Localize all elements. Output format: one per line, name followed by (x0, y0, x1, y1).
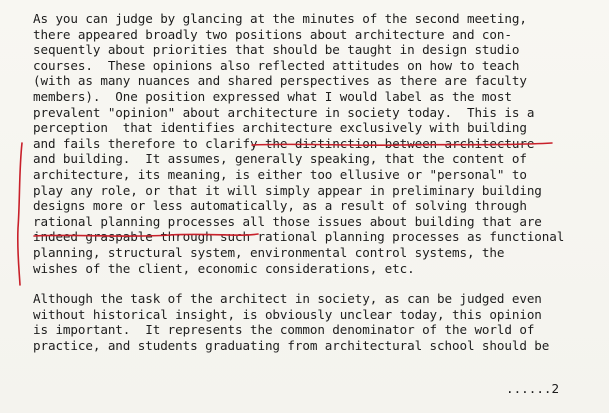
text-line: architecture, its meaning, is either too ellusive or "personal" to (33, 166, 527, 182)
text-line: As you can judge by glancing at the minutes of the second meeting, (33, 11, 527, 26)
paragraph-gap (33, 276, 564, 291)
text-line: practice, and students graduating from architectural school should be (33, 337, 550, 353)
text-line: planning, structural system, environmental control systems, the (33, 244, 505, 260)
text-line: rational planning processes all those issues about building that are (33, 213, 542, 229)
page-continuation-marker: ......2 (506, 381, 560, 396)
paragraph-1 (33, 11, 564, 276)
text-line: is important. It represents the common denominator of the world of (33, 322, 535, 338)
text-line: without historical insight, is obviously unclear today, this opinion (33, 306, 542, 322)
text-line: courses. These opinions also reflected attitudes on how to teach (33, 57, 520, 73)
text-line: play any role, or that it will simply appear in preliminary building (33, 182, 542, 198)
text-line: Although the task of the architect in society, as can be judged even (33, 291, 542, 307)
text-line: (with as many nuances and shared perspectives as there are faculty (33, 73, 527, 89)
text-line: designs more or less automatically, as a result of solving through (33, 198, 527, 214)
text-line: there appeared broadly two positions about architecture and con- (33, 26, 512, 42)
margin-bracket-mark (18, 143, 22, 285)
text-line: sequently about priorities that should be taught in design studio (33, 42, 520, 58)
text-line: wishes of the client, economic considerations, etc. (33, 260, 415, 276)
text-line: and fails therefore to clarify the distinction between architecture (33, 135, 535, 151)
text-line: indeed graspable through such rational planning processes as functional (33, 229, 565, 245)
text-line: and building. It assumes, generally speaking, that the content of (33, 151, 527, 167)
text-line: perception that identifies architecture exclusively with building (33, 120, 527, 136)
typed-text (33, 11, 564, 353)
text-line: prevalent "opinion" about architecture in society today. This is a (33, 104, 535, 120)
text-line: members). One position expressed what I would label as the most (33, 88, 512, 104)
paragraph-2 (33, 291, 564, 353)
